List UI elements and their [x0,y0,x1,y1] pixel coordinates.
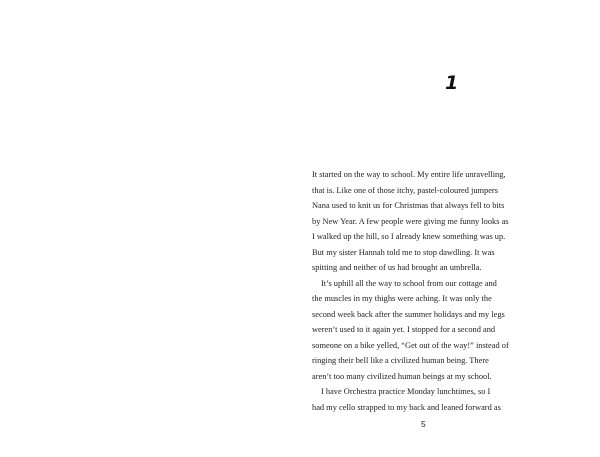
paragraph-2 [312,276,509,385]
text-line: the muscles in my thighs were aching. It was only the [312,294,492,303]
text-line: spitting and neither of us had brought an umbrella. [312,263,482,272]
text-line: that is. Like one of those itchy, pastel-coloured jumpers [312,185,498,195]
text-line: Nana used to knit us for Christmas that always fell to bits [312,201,505,210]
text-line: weren’t used to it again yet. I stopped for a second and [312,325,496,334]
text-line: aren’t too many civilized human beings at my school. [312,371,492,381]
text-line: second week back after the summer holidays and my legs [312,309,505,319]
chapter-number: 1 [445,72,459,94]
paragraph-3 [312,384,501,415]
page-number: 5 [421,419,426,429]
text-line: But my sister Hannah told me to stop dawdling. It was [312,247,495,257]
text-line: by New Year. A few people were giving me funny looks as [312,216,509,226]
text-line: I have Orchestra practice Monday lunchtimes, so I [321,387,491,396]
text-line: I walked up the hill, so I already knew something was up. [312,232,506,241]
text-line: It started on the way to school. My entire life unravelling, [312,170,506,179]
text-line: ringing their bell like a civilized human being. There [312,356,489,365]
paragraph-1 [312,167,509,276]
text-line: It’s uphill all the way to school from our cottage and [321,278,497,288]
body-text [312,167,509,415]
text-line: had my cello strapped to my back and leaned forward as [312,402,501,412]
text-line: someone on a bike yelled, “Get out of the way!” instead of [312,340,509,350]
